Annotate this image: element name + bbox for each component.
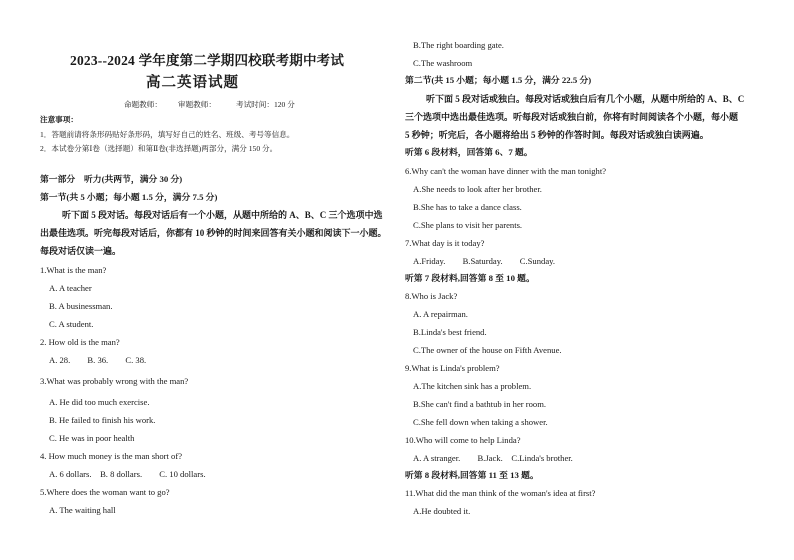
option: B.Linda's best friend. <box>413 327 487 337</box>
section2-instruction-1: 听下面 5 段对话或独白。每段对话或独白后有几个小题，从题中所给的 A、B、C <box>426 94 745 104</box>
notice-2: 2．本试卷分第Ⅰ卷（选择题）和第Ⅱ卷(非选择题)两部分，满分 150 分。 <box>40 144 278 153</box>
group-heading: 听第 8 段材料,回答第 11 至 13 题。 <box>405 470 539 480</box>
question-stem: 3.What was probably wrong with the man? <box>40 376 189 386</box>
exam-subtitle: 高二英语试题 <box>146 75 239 91</box>
question-stem: 9.What is Linda's problem? <box>405 363 500 373</box>
option: A. A teacher <box>49 283 92 293</box>
option: A.He doubted it. <box>413 506 471 516</box>
question-stem: 1.What is the man? <box>40 265 107 275</box>
group-heading: 听第 6 段材料，回答第 6、7 题。 <box>405 147 533 157</box>
option: B. A businessman. <box>49 301 113 311</box>
question-stem: 11.What did the man think of the woman's idea at first? <box>405 488 596 498</box>
section1-instruction-3: 每段对话仅读一遍。 <box>40 246 122 256</box>
notice-1: 1．答题前请将条形码贴好条形码，填写好自己的姓名、班级、考号等信息。 <box>40 130 295 139</box>
option: A.She needs to look after her brother. <box>413 184 542 194</box>
question-stem: 2. How old is the man? <box>40 337 120 347</box>
option: C. A student. <box>49 319 94 329</box>
options-inline: A. 28. B. 36. C. 38. <box>49 355 147 365</box>
question-stem: 7.What day is it today? <box>405 238 485 248</box>
part1-heading: 第一部分 听力(共两节，满分 30 分) <box>40 174 183 184</box>
section1-instruction-2: 出最佳选项。听完每段对话后，你都有 10 秒钟的时间来回答有关小题和阅读下一小题。 <box>40 228 387 238</box>
option: B.The right boarding gate. <box>413 40 504 50</box>
section2-heading: 第二节(共 15 小题；每小题 1.5 分，满分 22.5 分) <box>405 75 592 85</box>
section2-instruction-3: 5 秒钟；听完后，各小题将给出 5 秒钟的作答时间。每段对话或独白读两遍。 <box>405 130 709 140</box>
section1-heading: 第一节(共 5 小题；每小题 1.5 分，满分 7.5 分) <box>40 192 218 202</box>
reviewer-label: 审题教师： <box>178 100 216 109</box>
option: A. A repairman. <box>413 309 468 319</box>
options-inline: A. A stranger. B.Jack. C.Linda's brother. <box>413 453 573 463</box>
option: C.The washroom <box>413 58 473 68</box>
option: A. He did too much exercise. <box>49 397 150 407</box>
option: A. The waiting hall <box>49 505 116 515</box>
exam-time: 考试时间：120 分 <box>236 100 295 109</box>
option: A.The kitchen sink has a problem. <box>413 381 532 391</box>
option: C. He was in poor health <box>49 433 135 443</box>
question-stem: 8.Who is Jack? <box>405 291 458 301</box>
question-stem: 10.Who will come to help Linda? <box>405 435 521 445</box>
options-inline: A. 6 dollars. B. 8 dollars. C. 10 dollars. <box>49 469 206 479</box>
option: B.She can't find a bathtub in her room. <box>413 399 547 409</box>
section1-instruction-1: 听下面 5 段对话。每段对话后有一个小题，从题中所给的 A、B、C 三个选项中选 <box>62 210 383 220</box>
option: B.She has to take a dance class. <box>413 202 522 212</box>
notice-heading: 注意事项： <box>40 115 78 124</box>
question-stem: 6.Why can't the woman have dinner with the man tonight? <box>405 166 607 176</box>
exam-title: 2023--2024 学年度第二学期四校联考期中考试 <box>70 53 345 68</box>
group-heading: 听第 7 段材料,回答第 8 至 10 题。 <box>405 273 535 283</box>
setter-label: 命题教师： <box>124 100 162 109</box>
question-stem: 4. How much money is the man short of? <box>40 451 183 461</box>
option: B. He failed to finish his work. <box>49 415 156 425</box>
option: C.She fell down when taking a shower. <box>413 417 548 427</box>
option: C.She plans to visit her parents. <box>413 220 523 230</box>
option: C.The owner of the house on Fifth Avenue. <box>413 345 562 355</box>
options-inline: A.Friday. B.Saturday. C.Sunday. <box>413 256 556 266</box>
question-stem: 5.Where does the woman want to go? <box>40 487 170 497</box>
section2-instruction-2: 三个选项中选出最佳选项。听每段对话或独白前，你将有时间阅读各个小题，每小题 <box>405 112 739 122</box>
